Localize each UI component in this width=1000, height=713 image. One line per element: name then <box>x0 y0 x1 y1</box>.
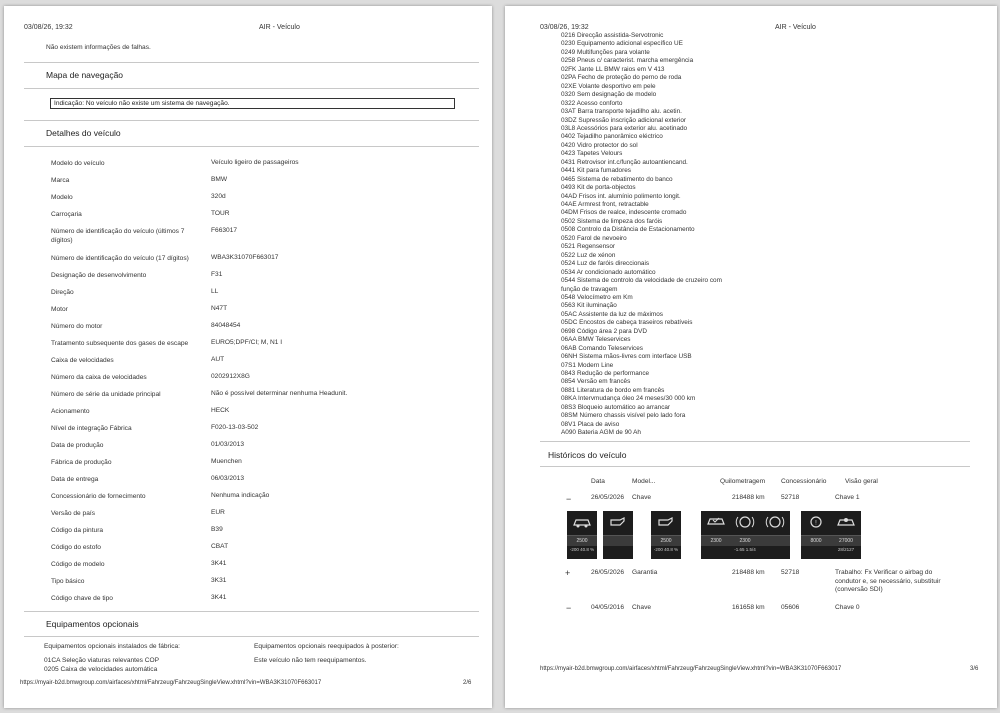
equipment-item: função de travagem <box>561 285 618 293</box>
history-km: 218488 km <box>732 494 765 501</box>
detail-value: 3K41 <box>211 560 227 567</box>
options-retro-text: Este veículo não tem reequipamentos. <box>254 657 367 664</box>
service-tile <box>701 511 731 559</box>
detail-label: Número de série da unidade principal <box>51 391 161 398</box>
service-tile <box>730 511 760 559</box>
detail-value: HECK <box>211 407 230 414</box>
divider <box>24 611 479 612</box>
equipment-item: 07S1 Modern Line <box>561 361 614 369</box>
history-dealer: 52718 <box>781 569 800 576</box>
equipment-item: 0320 Sem designação de modelo <box>561 91 657 99</box>
service-tile <box>567 511 597 559</box>
equipment-item: 0881 Literatura de bordo em francês <box>561 386 665 394</box>
expand-toggle[interactable]: + <box>565 568 571 578</box>
equipment-item: 06AB Comando Teleservices <box>561 344 643 352</box>
nav-info-box: Indicação: No veículo não existe um sistema de navegação. <box>50 98 455 109</box>
detail-label: Nível de integração Fábrica <box>51 425 132 432</box>
history-section-title: Históricos do veículo <box>548 450 627 460</box>
divider <box>24 88 479 89</box>
service-tile-value: 27000 <box>831 536 861 546</box>
equipment-item: 0698 Código área 2 para DVD <box>561 327 647 335</box>
nav-section-title: Mapa de navegação <box>46 70 124 80</box>
equipment-item: 0502 Sistema de limpeza dos faróis <box>561 217 663 225</box>
equipment-item: 0854 Versão em francês <box>561 378 631 386</box>
history-type: Garantia <box>632 569 658 576</box>
history-col-km[interactable]: Quilometragem <box>720 478 766 485</box>
service-tile-value: 2500 <box>567 536 597 546</box>
equipment-item: 0522 Luz de xénon <box>561 251 616 259</box>
options-factory-title: Equipamentos opcionais instalados de fábrica: <box>44 643 180 650</box>
history-col-date[interactable]: Data <box>591 478 605 485</box>
history-km: 218488 km <box>732 569 765 576</box>
detail-value: 3K41 <box>211 594 227 601</box>
equipment-item: 0563 Kit iluminação <box>561 302 617 310</box>
detail-value: 84048454 <box>211 322 241 329</box>
equipment-item: 0441 Kit para fumadores <box>561 167 631 175</box>
detail-label: Modelo do veículo <box>51 160 105 167</box>
detail-value: 3K31 <box>211 577 227 584</box>
oil-can-icon <box>603 511 633 536</box>
history-date: 26/05/2026 <box>591 569 625 576</box>
equipment-item: 04AE Armrest front, retractable <box>561 201 649 208</box>
brake-fluid-icon <box>801 511 831 536</box>
detail-label: Número da caixa de velocidades <box>51 374 147 381</box>
service-tile-detail <box>701 547 731 559</box>
service-tile-value: 2300 <box>701 536 731 546</box>
detail-value: WBA3K31070F663017 <box>211 254 279 261</box>
detail-value: F663017 <box>211 227 238 234</box>
service-tile <box>760 511 790 559</box>
service-tile-value: 2300 <box>730 536 760 546</box>
history-type: Chave <box>632 494 652 501</box>
equipment-item: 05DC Encostos de cabeça traseiros rebatíveis <box>561 319 693 327</box>
equipment-item: 0423 Tapetes Velours <box>561 150 623 158</box>
history-overview: Trabalho: Fx Verificar o airbag do condutor e, se necessário, substituir (conversão SDI) <box>835 569 941 593</box>
equipment-item: 0548 Velocímetro em Km <box>561 293 633 301</box>
service-tile-value: 2500 <box>651 536 681 546</box>
collapse-toggle[interactable]: − <box>566 494 572 504</box>
detail-label: Designação de desenvolvimento <box>51 272 147 279</box>
service-tile <box>651 511 681 559</box>
detail-value: 0202912X8G <box>211 373 250 380</box>
equipment-item: 0258 Pneus c/ caracterist. marcha emergência <box>561 57 694 65</box>
history-date: 04/05/2016 <box>591 604 625 611</box>
details-section-title: Detalhes do veículo <box>46 128 121 138</box>
collapse-toggle[interactable]: − <box>566 603 572 613</box>
equipment-item: 04AD Frisos int. alumínio polimento longit. <box>561 192 681 200</box>
detail-label: Data de produção <box>51 442 104 449</box>
detail-value: CBAT <box>211 543 229 550</box>
equipment-item: 0402 Tejadilho panorâmico eléctrico <box>561 133 663 141</box>
page-header-date: 03/08/26, 19:32 <box>540 24 589 31</box>
document-page-right <box>505 6 997 708</box>
page-header-title: AIR - Veículo <box>775 24 816 31</box>
equipment-item: 0465 Sistema de rebatimento do banco <box>561 175 673 183</box>
equipment-item: 0230 Equipamento adicional específico UE <box>561 40 683 48</box>
detail-label: Motor <box>51 306 68 313</box>
detail-value: Nenhuma indicação <box>211 492 270 499</box>
equipment-item: 06NH Sistema mãos-livres com interface USB <box>561 353 692 361</box>
detail-label: Fábrica de produção <box>51 459 112 466</box>
equipment-item: 0524 Luz de faróis direccionais <box>561 260 650 268</box>
divider <box>24 62 479 63</box>
detail-value: EURO5;DPF/CI; M, N1 I <box>211 339 283 346</box>
page-header-title: AIR - Veículo <box>259 24 300 31</box>
detail-label: Código de modelo <box>51 561 105 568</box>
brake-icon <box>730 511 760 536</box>
car-inspection-icon <box>701 511 731 536</box>
history-type: Chave <box>632 604 652 611</box>
service-tile <box>603 511 633 559</box>
history-date: 26/05/2026 <box>591 494 625 501</box>
history-col-dealer[interactable]: Concessionário <box>781 478 827 485</box>
page-header-date: 03/08/26, 19:32 <box>24 24 73 31</box>
service-tile-detail <box>801 547 831 559</box>
options-factory-item: 0205 Caixa de velocidades automática <box>44 666 158 673</box>
history-overview: Chave 1 <box>835 494 860 501</box>
page-footer-url: https://myair-b2d.bmwgroup.com/airfaces/xhtml/Fahrzeug/FahrzeugSingleView.xhtml?vin=WBA3K31070F663017 <box>20 680 322 686</box>
detail-label: Tipo básico <box>51 578 85 585</box>
service-tile <box>801 511 831 559</box>
detail-value: 320d <box>211 193 226 200</box>
equipment-item: 08SM Número chassis visível pelo lado fora <box>561 412 686 420</box>
page-footer-number: 2/6 <box>463 680 472 686</box>
service-tile <box>831 511 861 559</box>
detail-value: EUR <box>211 509 225 516</box>
no-faults-text: Não existem informações de falhas. <box>46 44 151 51</box>
equipment-item: 0431 Retrovisor int.c/função autoantiencand. <box>561 158 688 166</box>
options-factory-item: 01CA Seleção viaturas relevantes COP <box>44 657 160 664</box>
detail-label: Número de identificação do veículo (17 dígitos) <box>51 255 189 262</box>
equipment-item: 03DZ Supressão inscrição adicional exterior <box>561 116 687 124</box>
detail-value: Veículo ligeiro de passageiros <box>211 159 299 166</box>
page-footer-url: https://myair-b2d.bmwgroup.com/airfaces/xhtml/Fahrzeug/FahrzeugSingleView.xhtml?vin=WBA3K31070F663017 <box>540 666 842 672</box>
detail-label: Concessionário de fornecimento <box>51 493 146 500</box>
svg-text:!: ! <box>815 520 817 527</box>
equipment-item: 0216 Direcção assistida-Servotronic <box>561 32 664 39</box>
detail-label: Direção <box>51 289 74 296</box>
detail-label: Acionamento <box>51 408 90 415</box>
detail-value: LL <box>211 288 219 295</box>
detail-value: Muenchen <box>211 458 242 465</box>
detail-value: F020-13-03-502 <box>211 424 259 431</box>
equipment-item: 08V1 Placa de aviso <box>561 420 620 428</box>
service-tile-detail: -1.65 1.5/4 <box>734 547 756 552</box>
detail-label: Modelo <box>51 194 73 201</box>
equipment-item: 0420 Vidro protector do sol <box>561 141 638 149</box>
detail-label: Número de identificação do veículo (últimos 7 dígitos) <box>51 228 185 244</box>
history-dealer: 52718 <box>781 494 800 501</box>
detail-value: 06/03/2013 <box>211 475 245 482</box>
detail-value: F31 <box>211 271 223 278</box>
service-tile-detail: -200 40.8 % <box>569 547 595 552</box>
equipment-item: 06AA BMW Teleservices <box>561 336 631 344</box>
page-footer-number: 3/6 <box>970 666 979 672</box>
divider <box>24 146 479 147</box>
service-tile-detail <box>760 547 790 559</box>
equipment-item: 05AC Assistente da luz de máximos <box>561 310 663 318</box>
equipment-item: 03AT Barra transporte tejadilho alu. acetin. <box>561 108 682 116</box>
equipment-item: 08S3 Bloqueio automático ao arrancar <box>561 403 671 411</box>
detail-label: Caixa de velocidades <box>51 357 114 364</box>
history-overview: Chave 0 <box>835 604 860 611</box>
brake-icon <box>760 511 790 536</box>
divider <box>540 441 970 442</box>
equipment-item: 0843 Redução de performance <box>561 370 650 377</box>
equipment-item: 0493 Kit de porta-objectos <box>561 184 636 192</box>
options-retro-title: Equipamentos opcionais reequipados à posterior: <box>254 643 399 650</box>
detail-value: BMW <box>211 176 228 183</box>
divider <box>24 636 479 637</box>
car-service-icon <box>567 511 597 536</box>
detail-label: Tratamento subsequente dos gases de escape <box>51 340 189 347</box>
detail-label: Carroçaria <box>51 211 82 218</box>
equipment-item: 0534 Ar condicionado automático <box>561 268 656 276</box>
equipment-item: 02FK Jante LL BMW raios em V 413 <box>561 65 665 73</box>
service-tile-detail <box>603 547 633 559</box>
document-page-left <box>4 6 492 708</box>
divider <box>24 120 479 121</box>
equipment-item: A090 Bateria AGM de 90 Ah <box>561 429 641 437</box>
equipment-item: 02PA Fecho de proteção do perno de roda <box>561 74 682 82</box>
history-km: 161658 km <box>732 604 765 611</box>
detail-value: AUT <box>211 356 225 363</box>
detail-label: Data de entrega <box>51 476 99 483</box>
detail-value: B39 <box>211 526 223 533</box>
detail-label: Versão de país <box>51 510 95 517</box>
detail-value: TOUR <box>211 210 230 217</box>
detail-label: Código da pintura <box>51 527 104 534</box>
service-tile-value: 8000 <box>801 536 831 546</box>
service-tile-detail: -200 40.8 % <box>653 547 679 552</box>
equipment-item: 08KA Intervmudança óleo 24 meses/30 000 km <box>561 395 696 403</box>
detail-value: Não é possível determinar nenhuma Headunit. <box>211 390 348 397</box>
detail-value: 01/03/2013 <box>211 441 245 448</box>
service-tile-value <box>603 536 633 546</box>
equipment-item: 0322 Acesso conforto <box>561 99 623 107</box>
detail-label: Número do motor <box>51 323 103 330</box>
equipment-item: 0544 Sistema de controlo da velocidade de cruzeiro com <box>561 277 722 285</box>
history-col-model[interactable]: Model... <box>632 478 656 485</box>
equipment-item: 02XE Volante desportivo em pele <box>561 82 656 90</box>
car-check-icon <box>831 511 861 536</box>
detail-label: Marca <box>51 177 70 184</box>
detail-value: N47T <box>211 305 228 312</box>
detail-label: Código do estofo <box>51 544 101 551</box>
equipment-item: 0521 Regensensor <box>561 243 616 251</box>
equipment-item: 0508 Controlo da Distância de Estacionamento <box>561 226 695 234</box>
options-section-title: Equipamentos opcionais <box>46 619 139 629</box>
service-tile-value <box>760 536 790 546</box>
oil-can-icon <box>651 511 681 536</box>
divider <box>540 466 970 467</box>
equipment-item: 03L8 Acessórios para exterior alu. acetinado <box>561 124 688 132</box>
detail-label: Código chave de tipo <box>51 595 113 602</box>
equipment-item: 0520 Farol de nevoeiro <box>561 234 627 242</box>
service-tile-detail: 28/2127 <box>837 547 855 552</box>
equipment-item: 0249 Multifunções para volante <box>561 48 650 56</box>
history-col-overview[interactable]: Visão geral <box>845 478 878 485</box>
equipment-item: 04DM Frisos de realce, indescente cromado <box>561 209 687 217</box>
history-dealer: 05606 <box>781 604 800 611</box>
